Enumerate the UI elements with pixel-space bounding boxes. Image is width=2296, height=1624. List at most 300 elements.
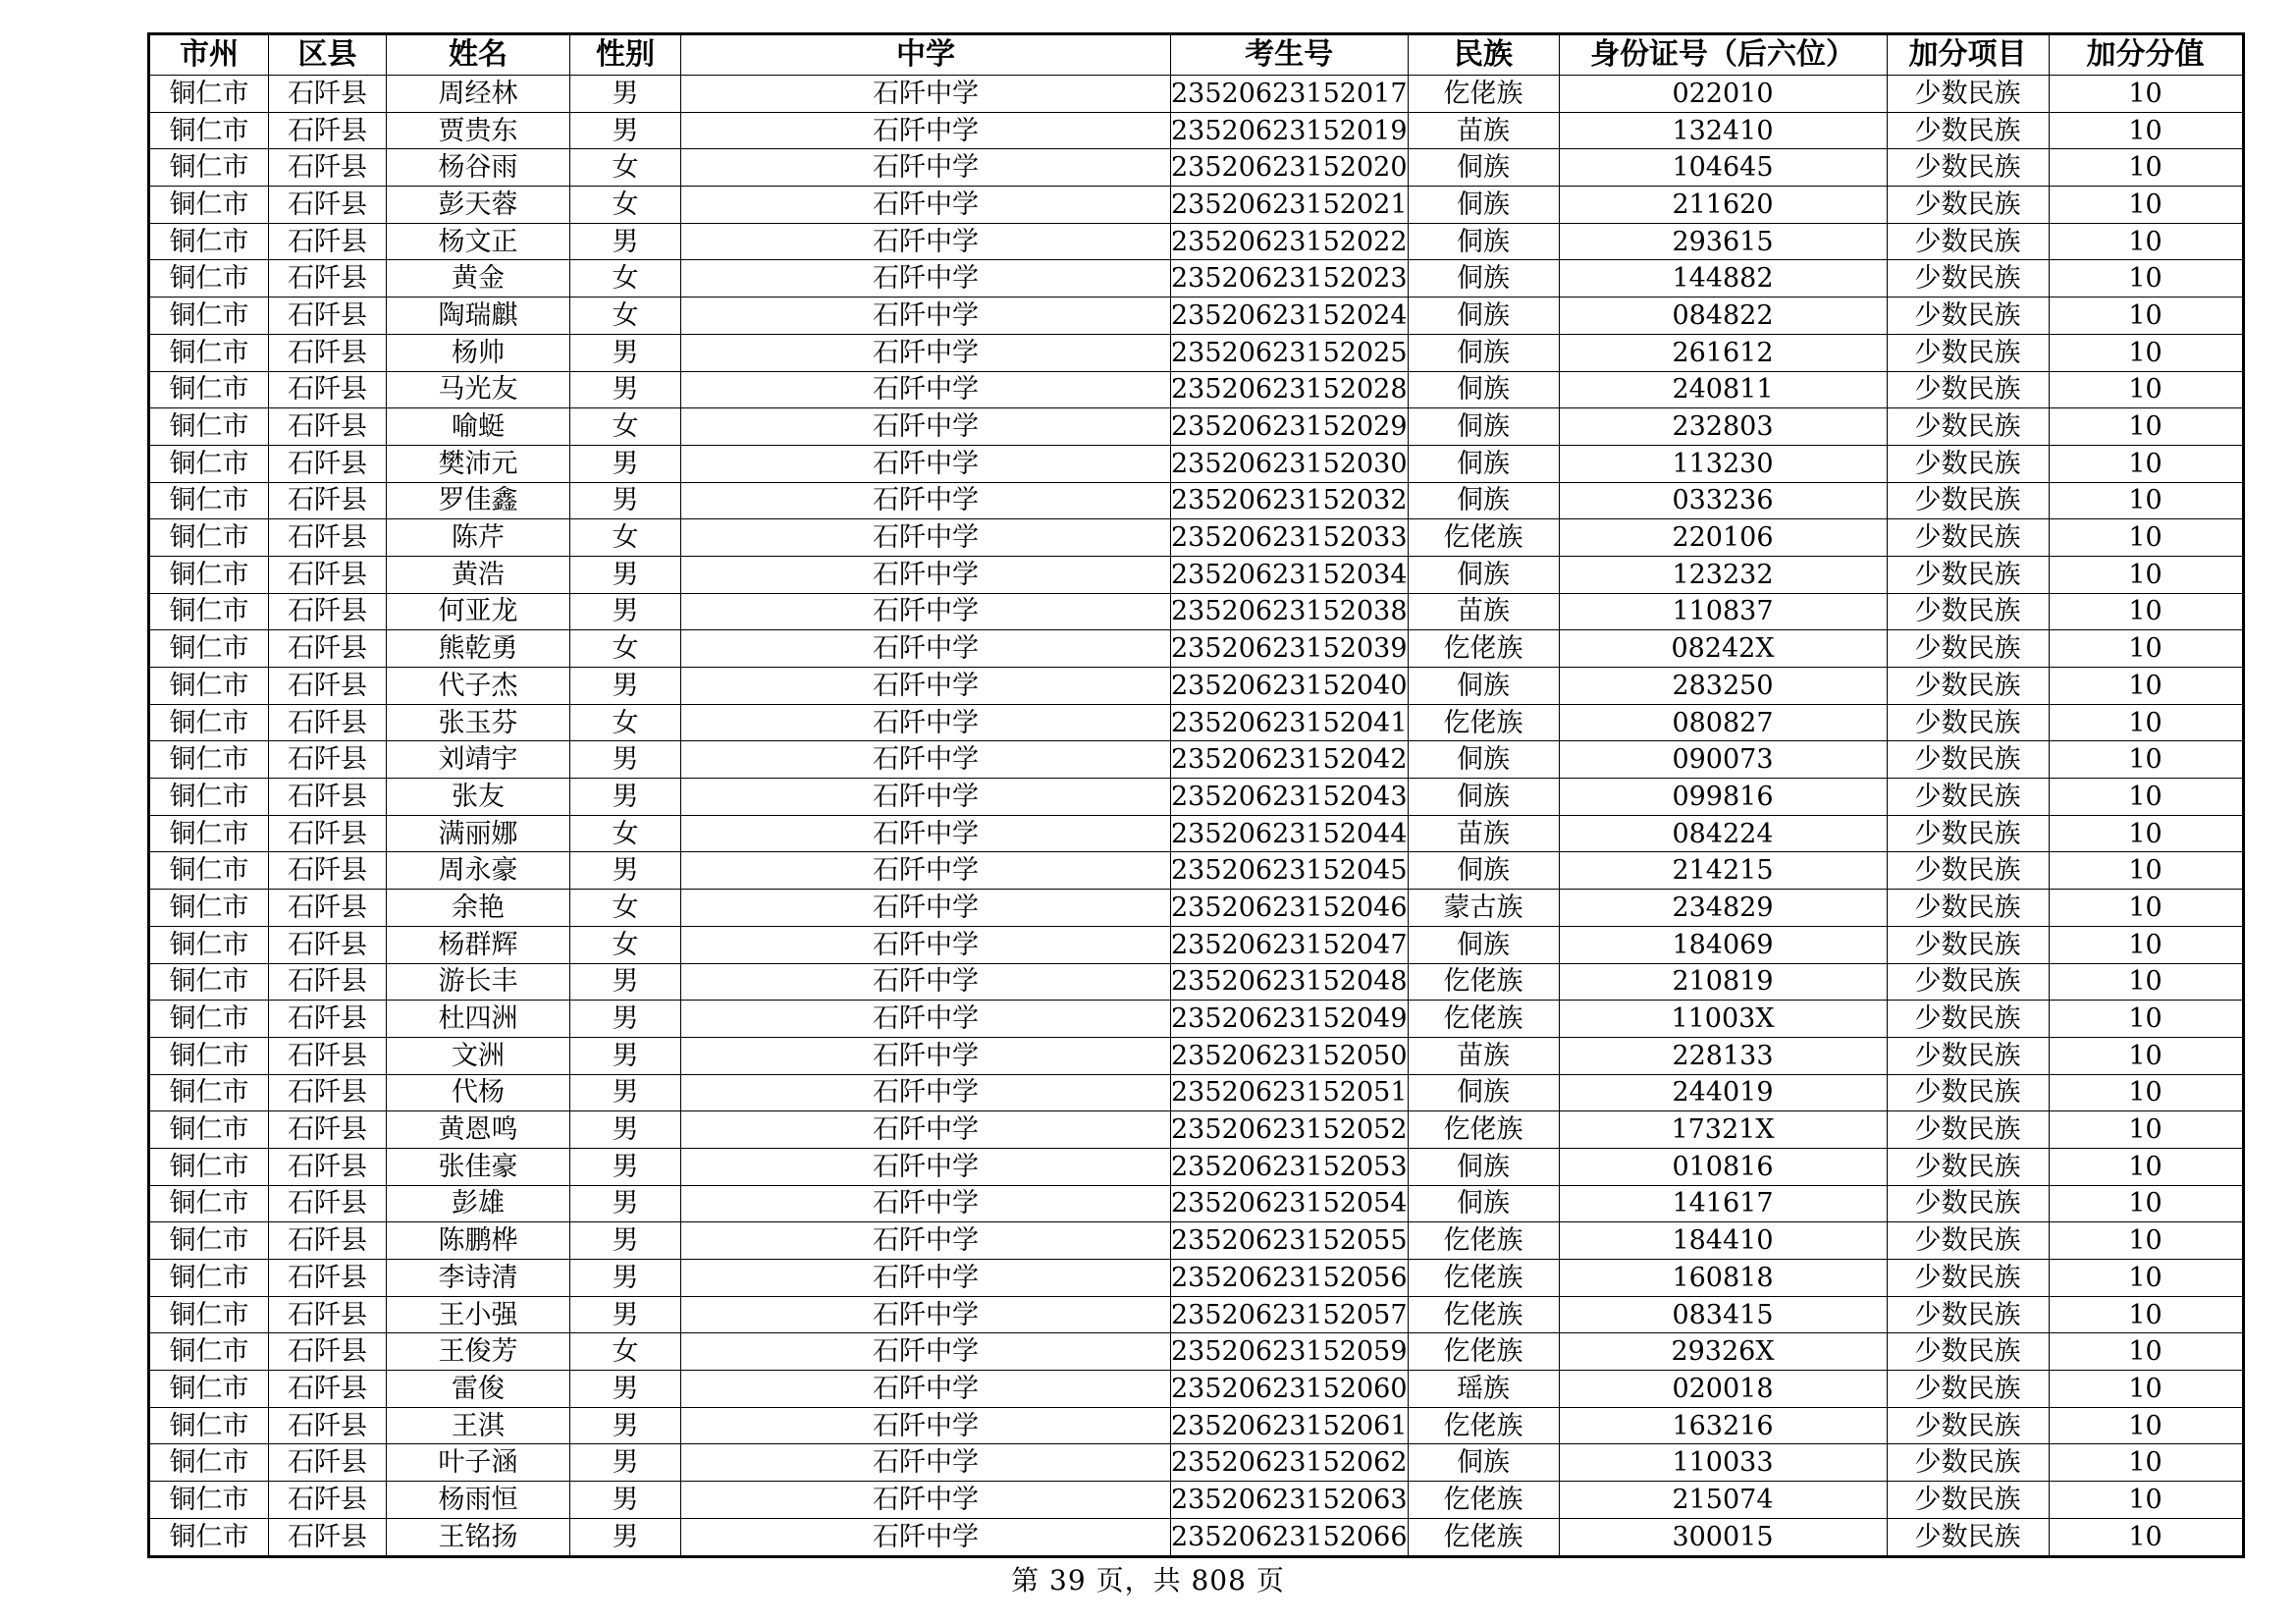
city-cell: 铜仁市 — [149, 815, 269, 852]
county-cell: 石阡县 — [269, 1518, 387, 1556]
candidate-number-cell: 23520623152032 — [1171, 482, 1409, 519]
school-cell: 石阡中学 — [681, 1001, 1171, 1038]
table-row — [149, 408, 2244, 446]
county-cell: 石阡县 — [269, 1407, 387, 1444]
school-cell: 石阡中学 — [681, 1074, 1171, 1111]
gender-cell: 男 — [570, 593, 681, 630]
bonus-value-cell: 10 — [2049, 408, 2243, 446]
id-last-six-cell: 141617 — [1559, 1185, 1887, 1222]
id-last-six-cell: 211620 — [1559, 187, 1887, 224]
ethnicity-cell: 仡佬族 — [1408, 1407, 1559, 1444]
id-last-six-cell: 110837 — [1559, 593, 1887, 630]
county-cell: 石阡县 — [269, 1222, 387, 1260]
county-cell: 石阡县 — [269, 852, 387, 890]
city-cell: 铜仁市 — [149, 852, 269, 890]
ethnicity-cell: 仡佬族 — [1408, 1296, 1559, 1333]
table-header — [149, 34, 2244, 76]
id-last-six-cell: 132410 — [1559, 112, 1887, 149]
candidate-number-cell: 23520623152023 — [1171, 260, 1409, 298]
school-cell: 石阡中学 — [681, 890, 1171, 927]
name-cell: 杨雨恒 — [387, 1482, 570, 1519]
name-cell: 杜四洲 — [387, 1001, 570, 1038]
school-cell: 石阡中学 — [681, 1037, 1171, 1074]
school-cell: 石阡中学 — [681, 1482, 1171, 1519]
bonus-item-cell: 少数民族 — [1887, 149, 2049, 187]
name-cell: 杨群辉 — [387, 926, 570, 963]
gender-cell: 女 — [570, 298, 681, 335]
ethnicity-cell: 侗族 — [1408, 408, 1559, 446]
table-row — [149, 260, 2244, 298]
ethnicity-cell: 苗族 — [1408, 593, 1559, 630]
ethnicity-cell: 仡佬族 — [1408, 1260, 1559, 1297]
county-cell: 石阡县 — [269, 76, 387, 113]
school-cell: 石阡中学 — [681, 630, 1171, 668]
county-cell: 石阡县 — [269, 1148, 387, 1185]
name-cell: 王淇 — [387, 1407, 570, 1444]
city-cell: 铜仁市 — [149, 779, 269, 816]
ethnicity-cell: 侗族 — [1408, 1185, 1559, 1222]
school-cell: 石阡中学 — [681, 1371, 1171, 1408]
name-cell: 贾贵东 — [387, 112, 570, 149]
city-cell: 铜仁市 — [149, 371, 269, 408]
ethnicity-cell: 苗族 — [1408, 815, 1559, 852]
id-last-six-cell: 293615 — [1559, 223, 1887, 260]
candidate-number-cell: 23520623152022 — [1171, 223, 1409, 260]
gender-cell: 女 — [570, 149, 681, 187]
column-header-bonus-value: 加分分值 — [2049, 34, 2243, 76]
table-row — [149, 779, 2244, 816]
name-cell: 杨文正 — [387, 223, 570, 260]
school-cell: 石阡中学 — [681, 1148, 1171, 1185]
bonus-value-cell: 10 — [2049, 76, 2243, 113]
city-cell: 铜仁市 — [149, 593, 269, 630]
bonus-value-cell: 10 — [2049, 556, 2243, 593]
bonus-item-cell: 少数民族 — [1887, 1222, 2049, 1260]
table-row — [149, 445, 2244, 482]
county-cell: 石阡县 — [269, 556, 387, 593]
school-cell: 石阡中学 — [681, 815, 1171, 852]
bonus-value-cell: 10 — [2049, 1444, 2243, 1482]
school-cell: 石阡中学 — [681, 76, 1171, 113]
bonus-value-cell: 10 — [2049, 668, 2243, 705]
bonus-value-cell: 10 — [2049, 445, 2243, 482]
gender-cell: 男 — [570, 1001, 681, 1038]
school-cell: 石阡中学 — [681, 371, 1171, 408]
candidate-number-cell: 23520623152019 — [1171, 112, 1409, 149]
bonus-item-cell: 少数民族 — [1887, 890, 2049, 927]
candidate-number-cell: 23520623152038 — [1171, 593, 1409, 630]
id-last-six-cell: 300015 — [1559, 1518, 1887, 1556]
table-row — [149, 926, 2244, 963]
school-cell: 石阡中学 — [681, 1444, 1171, 1482]
bonus-value-cell: 10 — [2049, 890, 2243, 927]
county-cell: 石阡县 — [269, 630, 387, 668]
gender-cell: 男 — [570, 668, 681, 705]
city-cell: 铜仁市 — [149, 1518, 269, 1556]
id-last-six-cell: 17321X — [1559, 1111, 1887, 1149]
table-row — [149, 1037, 2244, 1074]
school-cell: 石阡中学 — [681, 1222, 1171, 1260]
ethnicity-cell: 侗族 — [1408, 149, 1559, 187]
ethnicity-cell: 侗族 — [1408, 926, 1559, 963]
bonus-value-cell: 10 — [2049, 298, 2243, 335]
gender-cell: 男 — [570, 963, 681, 1001]
bonus-value-cell: 10 — [2049, 1222, 2243, 1260]
city-cell: 铜仁市 — [149, 1371, 269, 1408]
gender-cell: 男 — [570, 1482, 681, 1519]
name-cell: 黄恩鸣 — [387, 1111, 570, 1149]
bonus-item-cell: 少数民族 — [1887, 1111, 2049, 1149]
bonus-value-cell: 10 — [2049, 1111, 2243, 1149]
bonus-item-cell: 少数民族 — [1887, 852, 2049, 890]
city-cell: 铜仁市 — [149, 149, 269, 187]
bonus-item-cell: 少数民族 — [1887, 1074, 2049, 1111]
school-cell: 石阡中学 — [681, 482, 1171, 519]
name-cell: 何亚龙 — [387, 593, 570, 630]
city-cell: 铜仁市 — [149, 1482, 269, 1519]
name-cell: 杨谷雨 — [387, 149, 570, 187]
table-row — [149, 1518, 2244, 1556]
table-row — [149, 1296, 2244, 1333]
table-row — [149, 1074, 2244, 1111]
id-last-six-cell: 244019 — [1559, 1074, 1887, 1111]
gender-cell: 男 — [570, 371, 681, 408]
bonus-value-cell: 10 — [2049, 1148, 2243, 1185]
county-cell: 石阡县 — [269, 482, 387, 519]
bonus-item-cell: 少数民族 — [1887, 408, 2049, 446]
gender-cell: 女 — [570, 630, 681, 668]
table-row — [149, 1407, 2244, 1444]
bonus-value-cell: 10 — [2049, 1185, 2243, 1222]
city-cell: 铜仁市 — [149, 519, 269, 557]
bonus-item-cell: 少数民族 — [1887, 112, 2049, 149]
bonus-value-cell: 10 — [2049, 1482, 2243, 1519]
ethnicity-cell: 仡佬族 — [1408, 1333, 1559, 1371]
name-cell: 张佳豪 — [387, 1148, 570, 1185]
gender-cell: 男 — [570, 1222, 681, 1260]
city-cell: 铜仁市 — [149, 1037, 269, 1074]
gender-cell: 男 — [570, 334, 681, 371]
bonus-value-cell: 10 — [2049, 741, 2243, 779]
name-cell: 满丽娜 — [387, 815, 570, 852]
id-last-six-cell: 020018 — [1559, 1371, 1887, 1408]
bonus-item-cell: 少数民族 — [1887, 556, 2049, 593]
name-cell: 陶瑞麒 — [387, 298, 570, 335]
bonus-value-cell: 10 — [2049, 371, 2243, 408]
ethnicity-cell: 侗族 — [1408, 668, 1559, 705]
header-row — [149, 34, 2244, 76]
ethnicity-cell: 仡佬族 — [1408, 1111, 1559, 1149]
candidate-number-cell: 23520623152033 — [1171, 519, 1409, 557]
city-cell: 铜仁市 — [149, 1407, 269, 1444]
county-cell: 石阡县 — [269, 334, 387, 371]
name-cell: 张友 — [387, 779, 570, 816]
city-cell: 铜仁市 — [149, 334, 269, 371]
city-cell: 铜仁市 — [149, 187, 269, 224]
county-cell: 石阡县 — [269, 741, 387, 779]
table-row — [149, 741, 2244, 779]
gender-cell: 男 — [570, 1074, 681, 1111]
city-cell: 铜仁市 — [149, 1148, 269, 1185]
id-last-six-cell: 080827 — [1559, 704, 1887, 741]
column-header-candidate-number: 考生号 — [1171, 34, 1409, 76]
school-cell: 石阡中学 — [681, 334, 1171, 371]
school-cell: 石阡中学 — [681, 852, 1171, 890]
bonus-item-cell: 少数民族 — [1887, 668, 2049, 705]
county-cell: 石阡县 — [269, 1260, 387, 1297]
bonus-value-cell: 10 — [2049, 334, 2243, 371]
gender-cell: 男 — [570, 445, 681, 482]
name-cell: 叶子涵 — [387, 1444, 570, 1482]
table-row — [149, 1333, 2244, 1371]
candidate-number-cell: 23520623152061 — [1171, 1407, 1409, 1444]
bonus-item-cell: 少数民族 — [1887, 1482, 2049, 1519]
ethnicity-cell: 侗族 — [1408, 779, 1559, 816]
school-cell: 石阡中学 — [681, 926, 1171, 963]
gender-cell: 男 — [570, 1185, 681, 1222]
bonus-item-cell: 少数民族 — [1887, 223, 2049, 260]
bonus-value-cell: 10 — [2049, 1407, 2243, 1444]
name-cell: 游长丰 — [387, 963, 570, 1001]
table-row — [149, 1444, 2244, 1482]
candidate-number-cell: 23520623152040 — [1171, 668, 1409, 705]
city-cell: 铜仁市 — [149, 741, 269, 779]
bonus-item-cell: 少数民族 — [1887, 1444, 2049, 1482]
column-header-bonus-item: 加分项目 — [1887, 34, 2049, 76]
bonus-value-cell: 10 — [2049, 1333, 2243, 1371]
county-cell: 石阡县 — [269, 779, 387, 816]
bonus-value-cell: 10 — [2049, 260, 2243, 298]
city-cell: 铜仁市 — [149, 1001, 269, 1038]
bonus-item-cell: 少数民族 — [1887, 1260, 2049, 1297]
name-cell: 张玉芬 — [387, 704, 570, 741]
bonus-value-cell: 10 — [2049, 187, 2243, 224]
city-cell: 铜仁市 — [149, 482, 269, 519]
candidate-number-cell: 23520623152055 — [1171, 1222, 1409, 1260]
county-cell: 石阡县 — [269, 926, 387, 963]
bonus-item-cell: 少数民族 — [1887, 1001, 2049, 1038]
gender-cell: 男 — [570, 76, 681, 113]
candidate-number-cell: 23520623152052 — [1171, 1111, 1409, 1149]
candidate-number-cell: 23520623152063 — [1171, 1482, 1409, 1519]
table-row — [149, 593, 2244, 630]
name-cell: 文洲 — [387, 1037, 570, 1074]
city-cell: 铜仁市 — [149, 1296, 269, 1333]
ethnicity-cell: 仡佬族 — [1408, 1001, 1559, 1038]
name-cell: 黄金 — [387, 260, 570, 298]
county-cell: 石阡县 — [269, 963, 387, 1001]
city-cell: 铜仁市 — [149, 112, 269, 149]
school-cell: 石阡中学 — [681, 445, 1171, 482]
county-cell: 石阡县 — [269, 149, 387, 187]
id-last-six-cell: 214215 — [1559, 852, 1887, 890]
county-cell: 石阡县 — [269, 408, 387, 446]
name-cell: 彭天蓉 — [387, 187, 570, 224]
bonus-item-cell: 少数民族 — [1887, 1037, 2049, 1074]
city-cell: 铜仁市 — [149, 630, 269, 668]
city-cell: 铜仁市 — [149, 1444, 269, 1482]
id-last-six-cell: 29326X — [1559, 1333, 1887, 1371]
table-row — [149, 852, 2244, 890]
table-row — [149, 963, 2244, 1001]
id-last-six-cell: 160818 — [1559, 1260, 1887, 1297]
candidate-number-cell: 23520623152039 — [1171, 630, 1409, 668]
column-header-city: 市州 — [149, 34, 269, 76]
table-row — [149, 1260, 2244, 1297]
id-last-six-cell: 184069 — [1559, 926, 1887, 963]
column-header-id-last-six: 身份证号（后六位） — [1559, 34, 1887, 76]
id-last-six-cell: 11003X — [1559, 1001, 1887, 1038]
county-cell: 石阡县 — [269, 187, 387, 224]
gender-cell: 男 — [570, 741, 681, 779]
name-cell: 李诗清 — [387, 1260, 570, 1297]
ethnicity-cell: 仡佬族 — [1408, 1222, 1559, 1260]
school-cell: 石阡中学 — [681, 741, 1171, 779]
bonus-value-cell: 10 — [2049, 149, 2243, 187]
table-body — [149, 76, 2244, 1557]
ethnicity-cell: 侗族 — [1408, 298, 1559, 335]
candidate-number-cell: 23520623152057 — [1171, 1296, 1409, 1333]
ethnicity-cell: 仡佬族 — [1408, 76, 1559, 113]
bonus-value-cell: 10 — [2049, 1260, 2243, 1297]
school-cell: 石阡中学 — [681, 1296, 1171, 1333]
bonus-item-cell: 少数民族 — [1887, 741, 2049, 779]
ethnicity-cell: 侗族 — [1408, 1074, 1559, 1111]
table-row — [149, 334, 2244, 371]
gender-cell: 女 — [570, 704, 681, 741]
candidate-number-cell: 23520623152020 — [1171, 149, 1409, 187]
table-row — [149, 1001, 2244, 1038]
bonus-item-cell: 少数民族 — [1887, 445, 2049, 482]
ethnicity-cell: 侗族 — [1408, 1148, 1559, 1185]
gender-cell: 男 — [570, 1296, 681, 1333]
table-row — [149, 1222, 2244, 1260]
gender-cell: 女 — [570, 1333, 681, 1371]
bonus-value-cell: 10 — [2049, 815, 2243, 852]
id-last-six-cell: 234829 — [1559, 890, 1887, 927]
table-row — [149, 890, 2244, 927]
ethnicity-cell: 侗族 — [1408, 187, 1559, 224]
bonus-item-cell: 少数民族 — [1887, 1407, 2049, 1444]
county-cell: 石阡县 — [269, 1444, 387, 1482]
ethnicity-cell: 侗族 — [1408, 223, 1559, 260]
id-last-six-cell: 163216 — [1559, 1407, 1887, 1444]
bonus-item-cell: 少数民族 — [1887, 519, 2049, 557]
county-cell: 石阡县 — [269, 519, 387, 557]
name-cell: 王铭扬 — [387, 1518, 570, 1556]
bonus-value-cell: 10 — [2049, 112, 2243, 149]
table-row — [149, 371, 2244, 408]
bonus-value-cell: 10 — [2049, 1371, 2243, 1408]
school-cell: 石阡中学 — [681, 556, 1171, 593]
candidate-number-cell: 23520623152050 — [1171, 1037, 1409, 1074]
id-last-six-cell: 033236 — [1559, 482, 1887, 519]
name-cell: 余艳 — [387, 890, 570, 927]
table-row — [149, 630, 2244, 668]
table-row — [149, 298, 2244, 335]
school-cell: 石阡中学 — [681, 1260, 1171, 1297]
gender-cell: 男 — [570, 1037, 681, 1074]
ethnicity-cell: 侗族 — [1408, 445, 1559, 482]
city-cell: 铜仁市 — [149, 1333, 269, 1371]
ethnicity-cell: 侗族 — [1408, 852, 1559, 890]
bonus-value-cell: 10 — [2049, 1518, 2243, 1556]
column-header-county: 区县 — [269, 34, 387, 76]
table-row — [149, 1371, 2244, 1408]
gender-cell: 男 — [570, 1407, 681, 1444]
gender-cell: 女 — [570, 260, 681, 298]
name-cell: 黄浩 — [387, 556, 570, 593]
bonus-item-cell: 少数民族 — [1887, 1371, 2049, 1408]
bonus-item-cell: 少数民族 — [1887, 298, 2049, 335]
table-row — [149, 668, 2244, 705]
ethnicity-cell: 苗族 — [1408, 1037, 1559, 1074]
bonus-item-cell: 少数民族 — [1887, 779, 2049, 816]
bonus-item-cell: 少数民族 — [1887, 1185, 2049, 1222]
candidate-number-cell: 23520623152017 — [1171, 76, 1409, 113]
bonus-item-cell: 少数民族 — [1887, 815, 2049, 852]
county-cell: 石阡县 — [269, 1482, 387, 1519]
bonus-item-cell: 少数民族 — [1887, 926, 2049, 963]
name-cell: 杨帅 — [387, 334, 570, 371]
city-cell: 铜仁市 — [149, 298, 269, 335]
table-row — [149, 482, 2244, 519]
table-row — [149, 76, 2244, 113]
id-last-six-cell: 232803 — [1559, 408, 1887, 446]
gender-cell: 男 — [570, 1260, 681, 1297]
school-cell: 石阡中学 — [681, 408, 1171, 446]
id-last-six-cell: 110033 — [1559, 1444, 1887, 1482]
city-cell: 铜仁市 — [149, 408, 269, 446]
name-cell: 樊沛元 — [387, 445, 570, 482]
ethnicity-cell: 瑶族 — [1408, 1371, 1559, 1408]
table-row — [149, 1482, 2244, 1519]
school-cell: 石阡中学 — [681, 668, 1171, 705]
id-last-six-cell: 104645 — [1559, 149, 1887, 187]
gender-cell: 男 — [570, 112, 681, 149]
gender-cell: 男 — [570, 779, 681, 816]
bonus-item-cell: 少数民族 — [1887, 334, 2049, 371]
school-cell: 石阡中学 — [681, 779, 1171, 816]
name-cell: 刘靖宇 — [387, 741, 570, 779]
bonus-item-cell: 少数民族 — [1887, 630, 2049, 668]
school-cell: 石阡中学 — [681, 260, 1171, 298]
ethnicity-cell: 仡佬族 — [1408, 704, 1559, 741]
candidate-number-cell: 23520623152043 — [1171, 779, 1409, 816]
ethnicity-cell: 蒙古族 — [1408, 890, 1559, 927]
table-row — [149, 815, 2244, 852]
ethnicity-cell: 侗族 — [1408, 556, 1559, 593]
name-cell: 王小强 — [387, 1296, 570, 1333]
county-cell: 石阡县 — [269, 1074, 387, 1111]
gender-cell: 男 — [570, 556, 681, 593]
bonus-value-cell: 10 — [2049, 482, 2243, 519]
table-row — [149, 519, 2244, 557]
bonus-value-cell: 10 — [2049, 704, 2243, 741]
ethnicity-cell: 侗族 — [1408, 334, 1559, 371]
candidate-number-cell: 23520623152045 — [1171, 852, 1409, 890]
bonus-item-cell: 少数民族 — [1887, 187, 2049, 224]
table-row — [149, 223, 2244, 260]
table-row — [149, 149, 2244, 187]
gender-cell: 男 — [570, 1371, 681, 1408]
city-cell: 铜仁市 — [149, 1222, 269, 1260]
county-cell: 石阡县 — [269, 1001, 387, 1038]
city-cell: 铜仁市 — [149, 926, 269, 963]
ethnicity-cell: 仡佬族 — [1408, 1518, 1559, 1556]
table-row — [149, 1111, 2244, 1149]
city-cell: 铜仁市 — [149, 890, 269, 927]
